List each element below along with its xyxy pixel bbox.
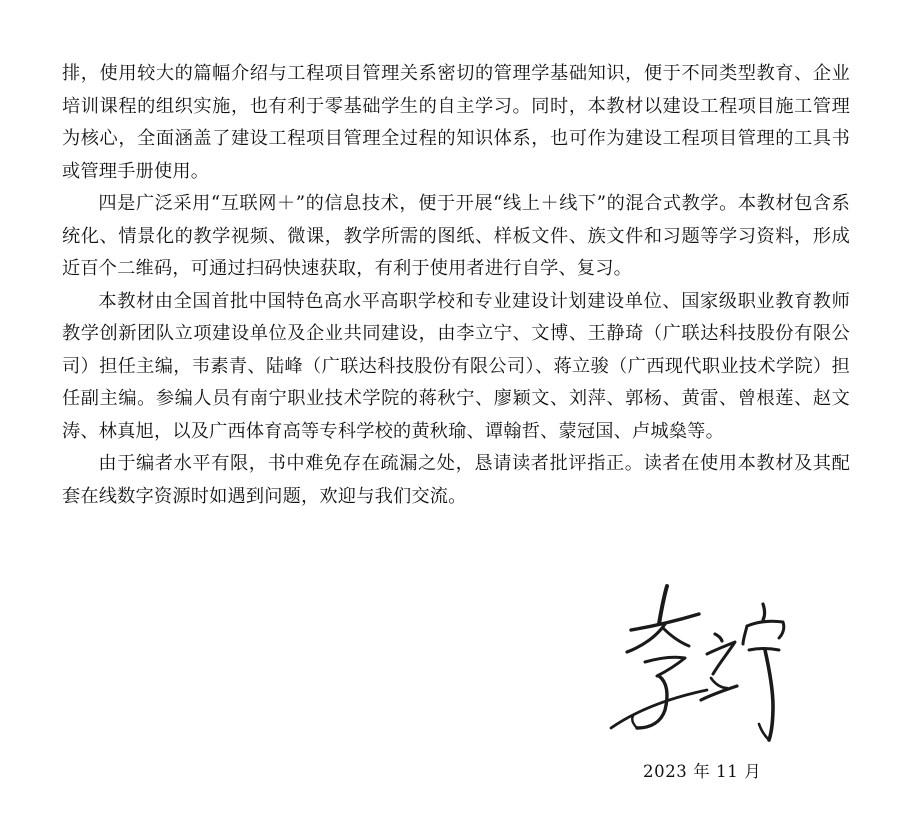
preface-body: [62, 58, 850, 513]
signature-image: [603, 578, 795, 750]
paragraph-2: 四是广泛采用“互联网＋”的信息技术，便于开展“线上＋线下”的混合式教学。本教材包含系统化、情景化的教学视频、微课，教学所需的图纸、样板文件、族文件和习题等学习资料，形成近百个二维码，可通过扫码快速获取，有利于使用者进行自学、复习。: [62, 193, 850, 279]
paragraph-4: 由于编者水平有限，书中难免存在疏漏之处，恳请读者批评指正。读者在使用本教材及其配套在线数字资源时如遇到问题，欢迎与我们交流。: [62, 453, 850, 507]
paragraph-3: 本教材由全国首批中国特色高水平高职学校和专业建设计划建设单位、国家级职业教育教师教学创新团队立项建设单位及企业共同建设，由李立宁、文博、王静琦（广联达科技股份有限公司）担任主编，韦素青、陆峰（广联达科技股份有限公司）、蒋立骏（广西现代职业技术学院）担任副主编。参编人员有南宁职业技术学院的蒋秋宁、廖颖文、刘萍、郭杨、黄雷、曾根莲、赵文涛、林真旭，以及广西体育高等专科学校的黄秋瑜、谭翰哲、蒙冠国、卢城燊等。: [62, 290, 850, 442]
paragraph-1: 排，使用较大的篇幅介绍与工程项目管理关系密切的管理学基础知识，便于不同类型教育、企业培训课程的组织实施，也有利于零基础学生的自主学习。同时，本教材以建设工程项目施工管理为核心，全面涵盖了建设工程项目管理全过程的知识体系，也可作为建设工程项目管理的工具书或管理手册使用。: [62, 63, 850, 182]
handwritten-signature: [603, 578, 795, 750]
date: 2023 年 11 月: [643, 762, 762, 781]
